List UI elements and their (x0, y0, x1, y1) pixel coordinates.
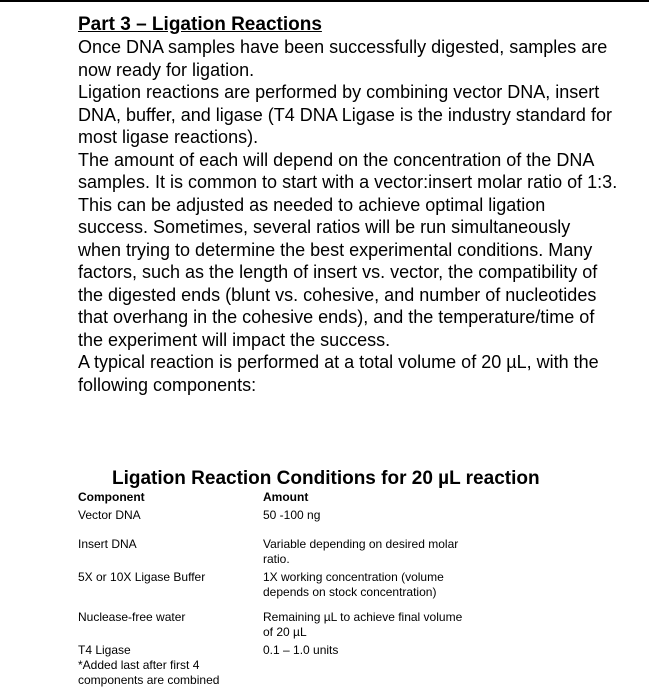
section-heading: Part 3 – Ligation Reactions (78, 14, 322, 35)
row-amount: Remaining µL to achieve final volume of 20 µL (263, 610, 463, 639)
row-component: Nuclease-free water (78, 610, 186, 624)
row-amount: Variable depending on desired molar ratio. (263, 537, 459, 566)
paragraph-ligation: Ligation reactions are performed by combining vector DNA, insert DNA, buffer, and ligase (T4 DNA Ligase is the industry standard for most ligase reactions). (78, 82, 612, 147)
paragraph-typical-reaction: A typical reaction is performed at a total volume of 20 µL, with the following components: (78, 352, 599, 395)
table-row (78, 570, 598, 610)
row-component (78, 643, 253, 688)
paragraph-intro: Once DNA samples have been successfully digested, samples are now ready for ligation. (78, 37, 608, 80)
row-component: Vector DNA (78, 508, 141, 522)
ligation-conditions-table (78, 490, 598, 691)
row-amount: 0.1 – 1.0 units (263, 643, 339, 657)
row-component: Insert DNA (78, 537, 137, 551)
table-title: Ligation Reaction Conditions for 20 µL reaction (112, 468, 540, 489)
table-row (78, 643, 598, 691)
row-component-name: T4 Ligase (78, 643, 131, 657)
document-body (78, 14, 618, 396)
row-amount: 50 -100 ng (263, 508, 321, 522)
header-component: Component (78, 490, 145, 504)
header-amount: Amount (263, 490, 309, 504)
row-amount: 1X working concentration (volume depends on stock concentration) (263, 570, 444, 599)
table-row (78, 537, 598, 570)
top-border-line (0, 0, 649, 2)
row-component-note: *Added last after first 4 components are combined (78, 658, 220, 687)
table-row (78, 610, 598, 643)
table-row (78, 508, 598, 537)
table-header-row (78, 490, 598, 508)
row-component: 5X or 10X Ligase Buffer (78, 570, 206, 584)
paragraph-amounts: The amount of each will depend on the concentration of the DNA samples. It is common to start with a vector:insert molar ratio of 1:3. This can be adjusted as needed to achieve optimal ligation success. Sometimes, several ratios will be run simultaneously when trying to determine the best experimental conditions. Many factors, such as the length of insert vs. vector, the compatibility of the digested ends (blunt vs. cohesive, and number of nucleotides that overhang in the cohesive ends), and the temperature/time of the experiment will impact the success. (78, 149, 618, 350)
